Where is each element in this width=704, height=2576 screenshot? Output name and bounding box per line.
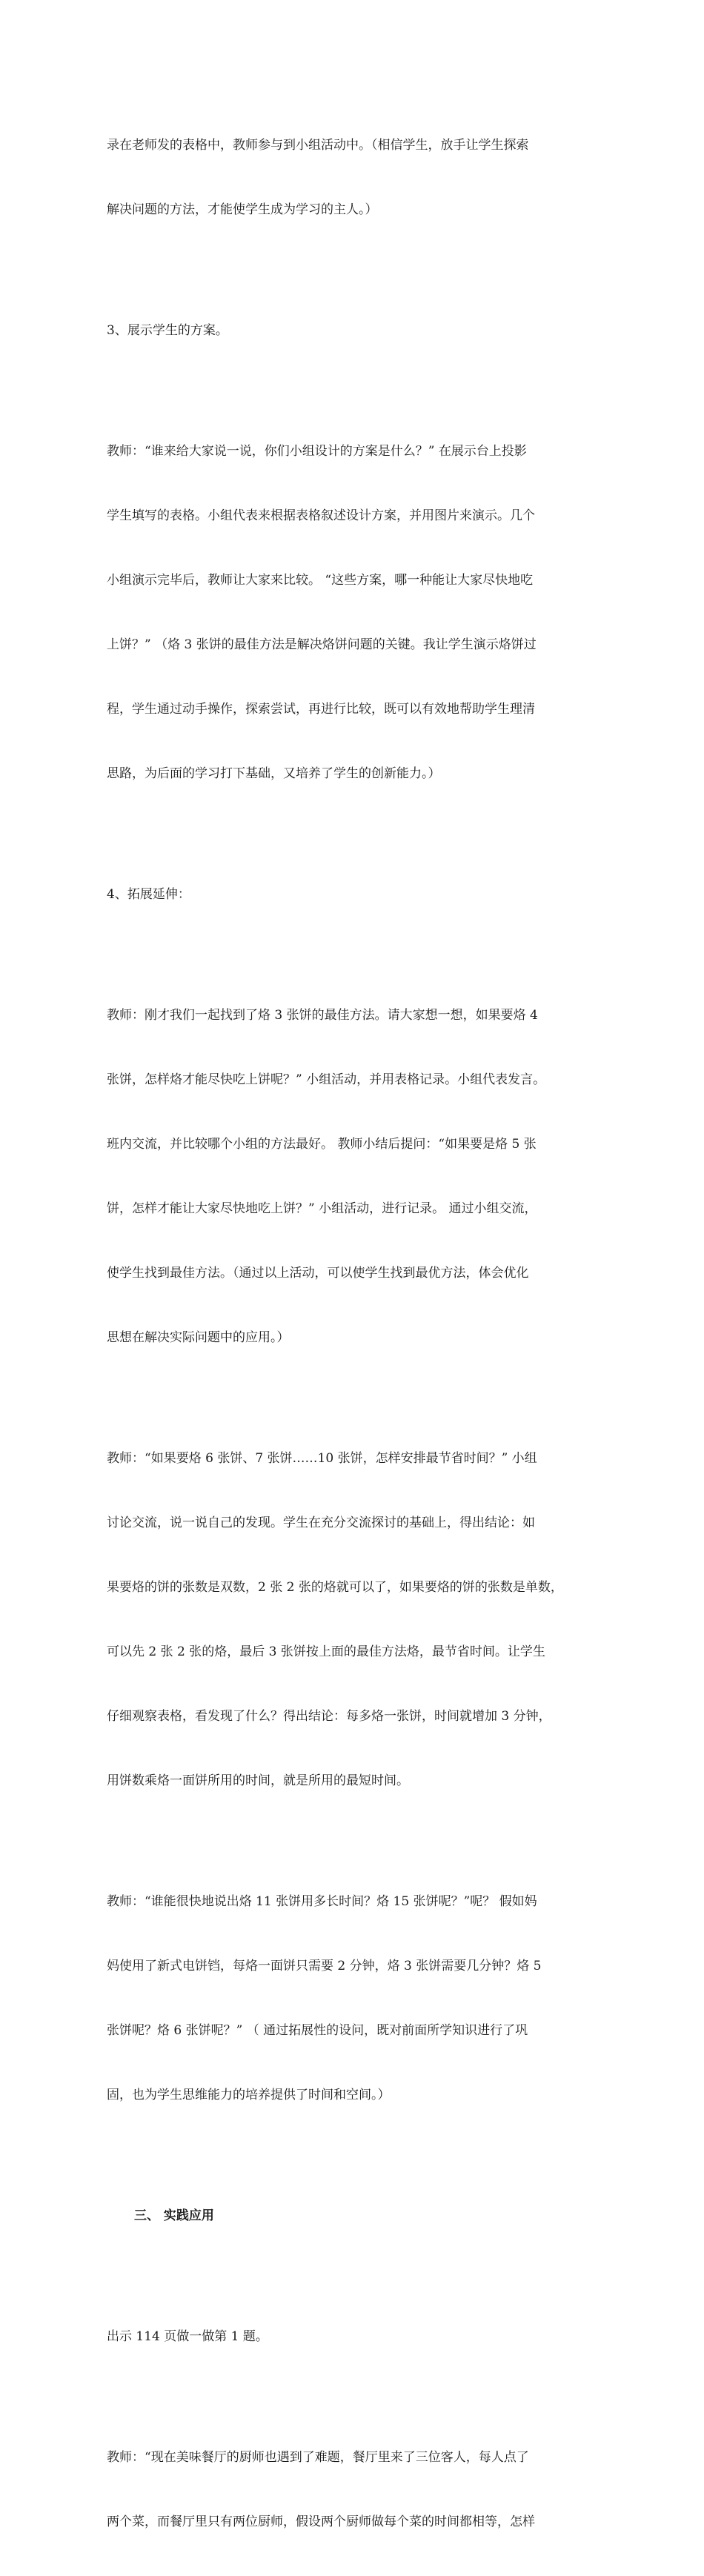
text-line: 饼，怎样才能让大家尽快地吃上饼？” 小组活动，进行记录。 通过小组交流，	[107, 1201, 537, 1216]
text-line: 妈使用了新式电饼铛，每烙一面饼只需要 2 分钟，烙 3 张饼需要几分钟？烙 5	[107, 1959, 542, 1974]
text-line: 教师：“谁能很快地说出烙 11 张饼用多长时间？烙 15 张饼呢？”呢？ 假如妈	[107, 1894, 537, 1909]
paragraph-show-plans	[107, 398, 611, 828]
paragraph-step-3-title	[107, 277, 611, 385]
document-page	[107, 92, 611, 2576]
text-line: 3、展示学生的方案。	[107, 323, 228, 338]
text-line: 张饼，怎样烙才能尽快吃上饼呢？” 小组活动，并用表格记录。小组代表发言。	[107, 1072, 546, 1087]
text-line: 固，也为学生思维能力的培养提供了时间和空间。）	[107, 2088, 391, 2102]
text-line: 班内交流，并比较哪个小组的方法最好。 教师小结后提问：“如果要是烙 5 张	[107, 1137, 537, 1152]
text-line: 上饼？” （烙 3 张饼的最佳方法是解决烙饼问题的关键。我让学生演示烙饼过	[107, 637, 537, 652]
text-line: 仔细观察表格，看发现了什么？得出结论：每多烙一张饼，时间就增加 3 分钟，	[107, 1709, 551, 1724]
text-line: 教师：“如果要烙 6 张饼、7 张饼……10 张饼，怎样安排最节省时间？” 小组	[107, 1451, 537, 1466]
text-line: 张饼呢？烙 6 张饼呢？” （ 通过拓展性的设问，既对前面所学知识进行了巩	[107, 2023, 528, 2038]
paragraph-exercise-ref	[107, 2283, 611, 2391]
text-line: 录在老师发的表格中，教师参与到小组活动中。（相信学生，放手让学生探索	[107, 138, 529, 153]
text-line: 4、拓展延伸：	[107, 887, 190, 902]
paragraph-restaurant-problem	[107, 2404, 611, 2576]
text-line: 教师：刚才我们一起找到了烙 3 张饼的最佳方法。请大家想一想，如果要烙 4	[107, 1008, 538, 1023]
text-line: 学生填写的表格。小组代表来根据表格叙述设计方案，并用图片来演示。几个	[107, 508, 535, 523]
text-line: 使学生找到最佳方法。（通过以上活动，可以使学生找到最优方法，体会优化	[107, 1266, 529, 1281]
paragraph-extension-4-5	[107, 962, 611, 1392]
text-line: 解决问题的方法，才能使学生成为学习的主人。）	[107, 202, 378, 217]
text-line: 出示 114 页做一做第 1 题。	[107, 2329, 268, 2344]
heading-text: 三、 实践应用	[134, 2208, 214, 2223]
paragraph-student-table-note	[107, 92, 611, 264]
paragraph-quick-answer	[107, 1848, 611, 2149]
paragraph-extension-6-10	[107, 1405, 611, 1835]
text-line: 小组演示完毕后，教师让大家来比较。 “这些方案，哪一种能让大家尽快地吃	[107, 573, 534, 588]
section-heading-practice	[107, 2162, 611, 2270]
text-line: 讨论交流，说一说自己的发现。学生在充分交流探讨的基础上，得出结论：如	[107, 1516, 535, 1530]
text-line: 可以先 2 张 2 张的烙，最后 3 张饼按上面的最佳方法烙，最节省时间。让学生	[107, 1644, 545, 1659]
text-line: 程，学生通过动手操作，探索尝试，再进行比较，既可以有效地帮助学生理清	[107, 702, 535, 717]
paragraph-step-4-title	[107, 841, 611, 949]
text-line: 教师：“谁来给大家说一说，你们小组设计的方案是什么？” 在展示台上投影	[107, 444, 527, 459]
text-line: 思想在解决实际问题中的应用。）	[107, 1330, 290, 1345]
text-line: 用饼数乘烙一面饼所用的时间，就是所用的最短时间。	[107, 1773, 409, 1788]
text-line: 思路，为后面的学习打下基础，又培养了学生的创新能力。）	[107, 766, 441, 781]
text-line: 两个菜，而餐厅里只有两位厨师，假设两个厨师做每个菜的时间都相等，怎样	[107, 2514, 535, 2529]
text-line: 果要烙的饼的张数是双数，2 张 2 张的烙就可以了，如果要烙的饼的张数是单数，	[107, 1580, 563, 1595]
text-line: 教师：“现在美味餐厅的厨师也遇到了难题，餐厅里来了三位客人，每人点了	[107, 2450, 529, 2465]
